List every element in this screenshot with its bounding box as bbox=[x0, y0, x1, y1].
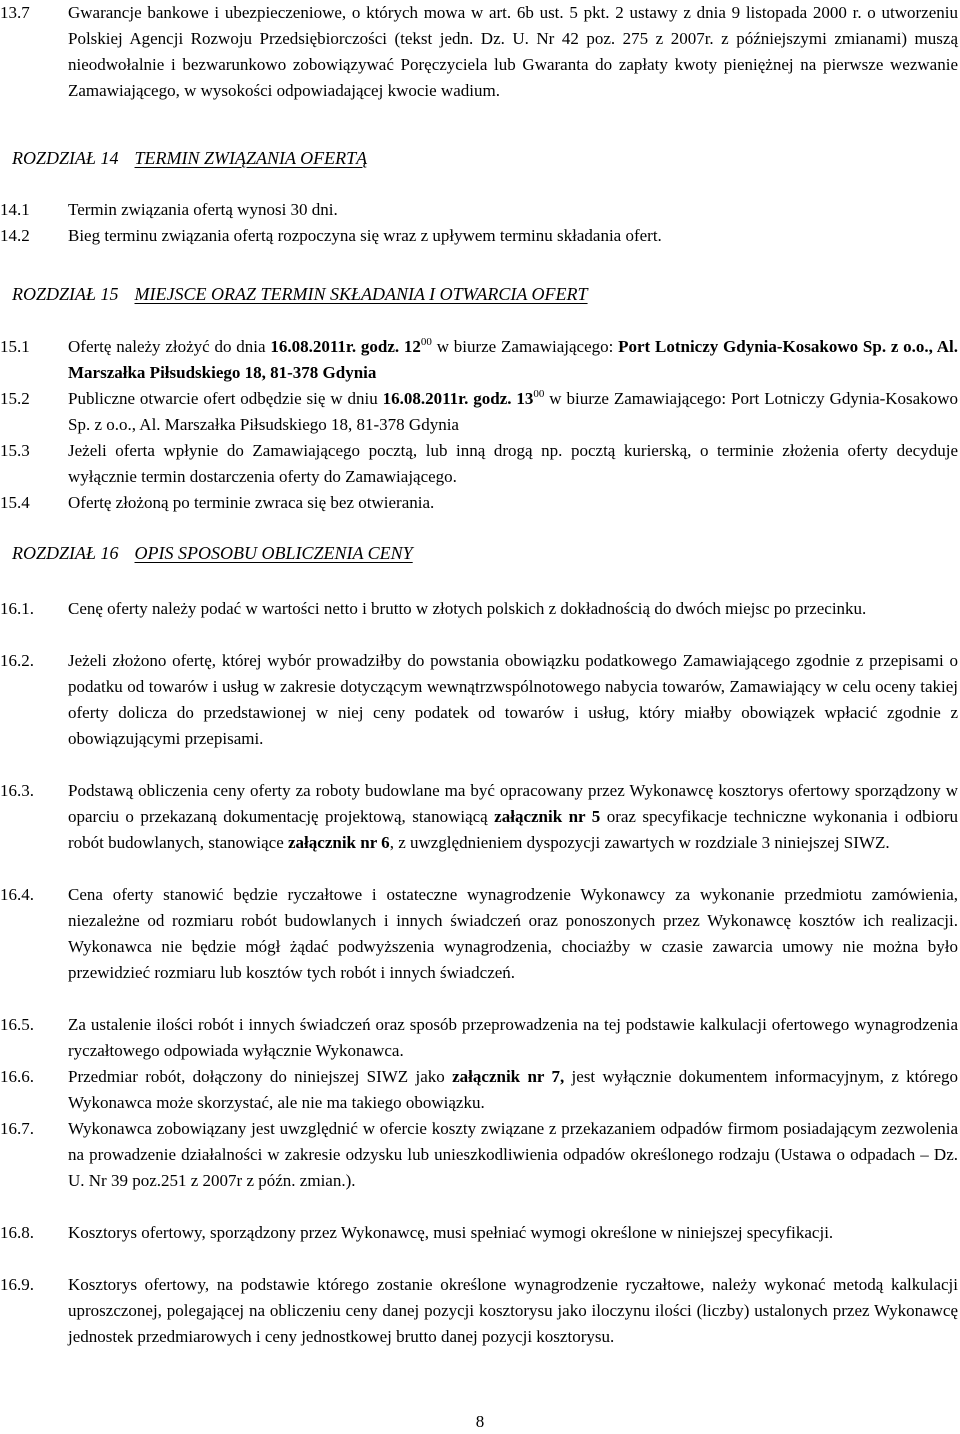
paragraph-number: 16.4. bbox=[0, 885, 34, 904]
paragraph-text: Cenę oferty należy podać w wartości netto i brutto w złotych polskich z dokładnością do dwóch miejsc po przecinku. bbox=[68, 599, 867, 618]
attachment-reference: załącznik nr 5 bbox=[494, 807, 601, 826]
attachment-reference: załącznik nr 7, bbox=[452, 1067, 565, 1086]
paragraph-number: 16.2. bbox=[0, 651, 34, 670]
submission-deadline: 16.08.2011r. godz. 12 bbox=[270, 337, 421, 356]
paragraph-text: Za ustalenie ilości robót i innych świadczeń oraz sposób przeprowadzenia na tej podstawie kalkulacji ofertowego wynagrodzenia ryczałtowego odpowiada wyłącznie Wykonawca. bbox=[68, 1015, 958, 1060]
paragraph-text: Gwarancje bankowe i ubezpieczeniowe, o których mowa w art. 6b ust. 5 pkt. 2 ustawy z dnia 9 listopada 2000 r. o utworzeniu Polskiej Agencji Rozwoju Przedsiębiorczości (tekst jedn. Dz. U. Nr 42 poz. 275 z 2007r. z późniejszymi zmianami) muszą nieodwołalnie i bezwarunkowo zobowiązywać Poręczyciela lub Gwaranta do zapłaty kwoty pieniężnej na pierwsze wezwanie Zamawiającego, w wysokości odpowiadającej kwocie wadium. bbox=[68, 3, 958, 100]
paragraph-number: 15.4 bbox=[0, 493, 30, 512]
text-run: jest wyłącznie dokumentem informacyjnym, z którego Wykonawca może skorzystać, ale nie ma takiego obowiązku. bbox=[68, 1067, 958, 1112]
paragraph-number: 16.8. bbox=[0, 1223, 34, 1242]
paragraph-number: 16.9. bbox=[0, 1275, 34, 1294]
text-run: oraz specyfikacje techniczne wykonania i odbioru robót budowlanych, stanowiące bbox=[68, 807, 958, 852]
paragraph-text bbox=[68, 334, 958, 386]
chapter-15-heading bbox=[12, 284, 588, 305]
paragraph-text: Jeżeli złożono ofertę, której wybór prowadziłby do powstania obowiązku podatkowego Zamawiającego zgodnie z przepisami o podatku od towarów i usług w zakresie dotyczącym wewnątrzwspólnotowego nabycia towarów, Zamawiający w celu oceny takiej oferty dolicza do przedstawionej w niej ceny podatek od towarów i usług, który miałby obowiązek wpłacić zgodnie z obowiązującymi przepisami. bbox=[68, 651, 958, 748]
paragraph-text bbox=[68, 386, 958, 438]
paragraph-number: 16.3. bbox=[0, 781, 34, 800]
minutes-superscript: 00 bbox=[420, 336, 432, 348]
text-run: Ofertę należy złożyć do dnia bbox=[68, 337, 271, 356]
chapter-title: TERMIN ZWIĄZANIA OFERTĄ bbox=[134, 148, 368, 168]
paragraph-text: Jeżeli oferta wpłynie do Zamawiającego pocztą, lub inną drogą np. pocztą kurierską, o terminie złożenia oferty decyduje wyłącznie termin dostarczenia oferty do Zamawiającego. bbox=[68, 441, 958, 486]
paragraph-number: 15.1 bbox=[0, 337, 30, 356]
minutes-superscript: 00 bbox=[533, 388, 545, 400]
paragraph-number: 16.6. bbox=[0, 1067, 34, 1086]
paragraph-text: Termin związania ofertą wynosi 30 dni. bbox=[68, 200, 338, 219]
paragraph-text bbox=[68, 1064, 958, 1116]
chapter-14-heading bbox=[12, 148, 367, 169]
paragraph-number: 13.7 bbox=[0, 3, 30, 22]
paragraph-number: 16.5. bbox=[0, 1015, 34, 1034]
chapter-label: ROZDZIAŁ 15 bbox=[12, 284, 119, 304]
chapter-16-heading bbox=[12, 543, 413, 564]
paragraph-text: Kosztorys ofertowy, sporządzony przez Wykonawcę, musi spełniać wymogi określone w niniejszej specyfikacji. bbox=[68, 1223, 834, 1242]
text-run: w biurze Zamawiającego: bbox=[431, 337, 619, 356]
text-run: Przedmiar robót, dołączony do niniejszej SIWZ jako bbox=[68, 1067, 453, 1086]
text-run: Publiczne otwarcie ofert odbędzie się w dniu bbox=[68, 389, 383, 408]
paragraph-number: 16.7. bbox=[0, 1119, 34, 1138]
paragraph-number: 14.2 bbox=[0, 226, 30, 245]
paragraph-number: 16.1. bbox=[0, 599, 34, 618]
text-run: w biurze Zamawiającego: Port Lotniczy Gdynia-Kosakowo Sp. z o.o., Al. Marszałka Piłsudskiego 18, 81-378 Gdynia bbox=[68, 389, 958, 434]
paragraph-number: 14.1 bbox=[0, 200, 30, 219]
attachment-reference: załącznik nr 6 bbox=[288, 833, 390, 852]
chapter-label: ROZDZIAŁ 14 bbox=[12, 148, 119, 168]
text-run: , z uwzględnieniem dyspozycji zawartych w rozdziale 3 niniejszej SIWZ. bbox=[389, 833, 890, 852]
page-number: 8 bbox=[475, 1412, 485, 1431]
opening-date: 16.08.2011r. godz. 13 bbox=[382, 389, 534, 408]
chapter-label: ROZDZIAŁ 16 bbox=[12, 543, 119, 563]
chapter-title: MIEJSCE ORAZ TERMIN SKŁADANIA I OTWARCIA OFERT bbox=[134, 284, 588, 304]
paragraph-number: 15.3 bbox=[0, 441, 30, 460]
paragraph-text: Kosztorys ofertowy, na podstawie którego zostanie określone wynagrodzenie ryczałtowe, należy wykonać metodą kalkulacji uproszczonej, polegającej na obliczeniu ceny danej pozycji kosztorysu jako iloczynu ilości (liczby) ustalonych przez Wykonawcę jednostek przedmiarowych i ceny jednostkowej brutto danej pozycji kosztorysu. bbox=[68, 1275, 958, 1346]
address: Port Lotniczy Gdynia-Kosakowo Sp. z o.o., Al. Marszałka Piłsudskiego 18, 81-378 Gdynia bbox=[68, 337, 959, 382]
text-run: Podstawą obliczenia ceny oferty za roboty budowlane ma być opracowany przez Wykonawcę kosztorys ofertowy sporządzony w oparciu o przekazaną dokumentację projektową, stanowiącą bbox=[68, 781, 958, 826]
paragraph-text: Ofertę złożoną po terminie zwraca się bez otwierania. bbox=[68, 493, 435, 512]
paragraph-number: 15.2 bbox=[0, 389, 30, 408]
paragraph-text bbox=[68, 778, 958, 856]
paragraph-text: Cena oferty stanowić będzie ryczałtowe i ostateczne wynagrodzenie Wykonawcy za wykonanie przedmiotu zamówienia, niezależne od rozmiaru robót budowlanych i innych świadczeń oraz ponoszonych przez Wykonawcę kosztów ich realizacji. Wykonawca nie będzie mógł żądać podwyższenia wynagrodzenia, chociażby w czasie zawarcia umowy nie można było przewidzieć rozmiaru lub kosztów tych robót i innych świadczeń. bbox=[68, 885, 958, 982]
chapter-title: OPIS SPOSOBU OBLICZENIA CENY bbox=[134, 543, 413, 563]
paragraph-text: Wykonawca zobowiązany jest uwzględnić w ofercie koszty związane z przekazaniem odpadów firmom posiadającym zezwolenia na prowadzenie działalności w zakresie odzysku lub unieszkodliwienia odpadów określonego rodzaju (Ustawa o odpadach – Dz. U. Nr 39 poz.251 z 2007r z późn. zmian.). bbox=[68, 1119, 958, 1190]
paragraph-text: Bieg terminu związania ofertą rozpoczyna się wraz z upływem terminu składania ofert. bbox=[68, 226, 662, 245]
